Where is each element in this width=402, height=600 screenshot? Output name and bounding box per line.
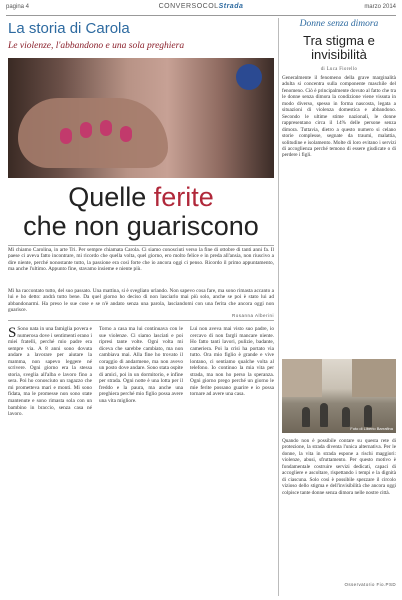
- nail-4: [120, 126, 132, 142]
- sidebar-photo: [282, 359, 396, 433]
- article-column-1: [8, 326, 92, 418]
- article-column-3: Lui non aveva mai visto suo padre, io cercavo di non fargli mancare niente. Ho fatto tanti lavori, pulizie, badante, cameriera. Poi la crisi ha portato via tutto. Ora mio figlio è grande e vive lontano, ci sentiamo qualche volta al telefono. Io continuo la mia vita per strada, ma non ho perso la speranza. Ogni giorno prego perché un giorno le mie ferite possano guarire e io possa tornare ad avere una casa.: [190, 326, 274, 398]
- title-part1: Quelle: [68, 182, 154, 212]
- article-photo: [8, 58, 274, 178]
- title-highlight: ferite: [153, 182, 214, 212]
- article-intro-1: Mi chiamo Carolina, in arte Tri. Per sempre chiamata Carola. Ci siamo conosciuti verso la fine di ottobre di tanti anni fa. Il paese ci aveva fatto incontrare, mi ricordo che quella volta, quel giorno, ero molto felice e in preda all'ansia, non riuscivo a dire niente, perché nonostante tutto, la passione era così forte che io ancora oggi ci penso. Ricordo il primo appuntamento, ma anche l'ultimo. Appunto fine, stavamo insieme e niente più.: [8, 247, 274, 273]
- figure-2: [320, 403, 328, 427]
- figure-3: [342, 407, 350, 427]
- article-subtitle: Le violenze, l'abbandono e una sola preghiera: [8, 41, 185, 51]
- article-column-2: Torno a casa ma lui continuava con le sue violenze. Ci siamo lasciati e poi ripresi tante volte. Ogni volta mi diceva che sarebbe cambiato, ma non cambiava mai. Alla fine ho trovato il coraggio di andarmene, ma non avevo un posto dove andare. Sono stata ospite di amici, poi in un dormitorio, e infine per strada. Ogni notte è una lotta per il freddo e la paura, ma anche una preghiera perché mio figlio possa avere una vita migliore.: [99, 326, 183, 405]
- building-2: [352, 359, 396, 397]
- page-header: [6, 4, 396, 14]
- sidebar-text-1: Generalmente il fenomeno della grave marginalità adulta si concentra sulla componente maschile del fenomeno. Ciò è principalmente dovuto al fatto che tra le donne senza dimora la condizione viene vissuta in modo diverso, spesso in forma nascosta, legata a situazioni di violenza domestica e abbandono. Secondo le ultime stime nazionali, le donne rappresentano circa il 14% delle persone senza dimora. Tuttavia, dietro a questo numero si celano storie complesse, segnate da traumi, malattia, solitudine e isolamento. Molte di loro evitano i servizi di accoglienza perché temono di essere giudicate o di perdere i figli.: [282, 75, 396, 159]
- article-title: [10, 183, 272, 241]
- article-kicker: La storia di Carola: [8, 20, 130, 37]
- ink-splash: [236, 64, 262, 90]
- sidebar-signature: Osservatorio Fio.PSD: [344, 582, 396, 587]
- drop-cap: S: [8, 325, 17, 341]
- figure-1: [302, 407, 310, 427]
- sidebar: [282, 19, 396, 159]
- page-number: pagina 4: [6, 4, 30, 10]
- figure-4: [364, 405, 372, 427]
- building-1: [282, 359, 322, 397]
- nail-1: [60, 128, 72, 144]
- intro-separator: [8, 245, 274, 246]
- nail-2: [80, 122, 92, 138]
- column-1-text: Sono nata in una famiglia povera e numerosa dove i sentimenti erano i miei fratelli, perché mio padre era sempre via. A 8 anni sono dovuta andare a lavorare per aiutare la mamma, non sapevo leggere né scrivere. Ogni giorno era la stessa storia, sveglia all'alba e lavoro fino a sera. Poi ho conosciuto un ragazzo che mi prometteva mari e monti. Mi sono fidata, ma le promesse non sono state mantenute e sono rimasta sola con un bambino in braccio, senza casa né lavoro.: [8, 326, 92, 418]
- nail-3: [100, 120, 112, 136]
- masthead: [6, 3, 396, 10]
- sidebar-kicker: Donne senza dimora: [299, 19, 379, 29]
- photo-credit: Foto di Liberio Barrafina: [350, 426, 393, 431]
- article-byline: Rosanna Alberini: [231, 313, 274, 318]
- sidebar-text-2: Quando non è possibile contare su questa rete di protezione, la strada diventa l'unica alternativa. Per le donne, la vita in strada espone a rischi maggiori: violenze, abusi, sfruttamento. Per questo motivo è fondamentale costruire servizi dedicati, capaci di accogliere e ascoltare, rispettando i tempi e la dignità di ciascuna. Solo così è possibile spezzare il circolo vizioso dello stigma e dell'invisibilità che ancora oggi colpisce tante donne senza dimora nelle nostre città.: [282, 438, 396, 496]
- sidebar-title: Tra stigma e invisibilità: [303, 33, 375, 62]
- masthead-prefix: CONVERSOCOL: [158, 3, 219, 10]
- body-separator: [8, 320, 274, 321]
- article-intro-2: Mi ha raccontato tutto, del suo passato. Una mattina, si è svegliato urlando. Non sapevo cosa fare, ma sono rimasta accanto a lui e ho detto: andrà tutto bene. Da quel giorno ho deciso di non lasciarlo mai più solo, anche se poi è stato lui ad abbandonarmi. Ha preso le sue cose e se n'è andato senza una parola, lasciandomi con una ferita che ancora oggi non guarisce.: [8, 288, 274, 314]
- issue-date: marzo 2014: [364, 4, 396, 10]
- column-divider: [278, 18, 279, 596]
- sidebar-byline: di Luca Fiorello: [320, 67, 358, 72]
- hand-shape: [18, 98, 168, 168]
- header-rule: [6, 15, 396, 16]
- title-part2: che non guariscono: [23, 211, 259, 241]
- masthead-suffix: Strada: [218, 3, 244, 10]
